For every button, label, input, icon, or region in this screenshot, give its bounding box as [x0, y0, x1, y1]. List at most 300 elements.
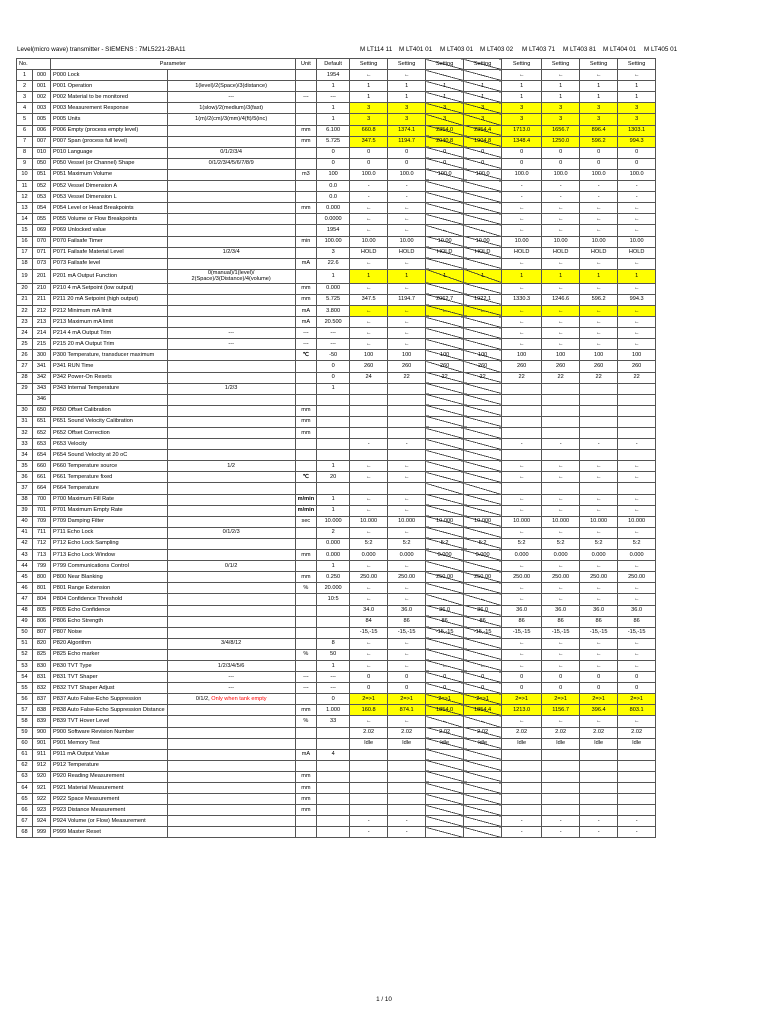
setting-value: [464, 794, 502, 805]
setting-value: [426, 383, 464, 394]
setting-value: [618, 749, 656, 760]
setting-value: ←: [426, 214, 464, 225]
setting-value: [388, 483, 426, 494]
setting-value: [618, 416, 656, 427]
setting-value: 22: [502, 372, 542, 383]
setting-value: 3: [502, 114, 542, 125]
setting-value: 10.00: [464, 236, 502, 247]
setting-value: [350, 805, 388, 816]
parameter-range: [167, 236, 295, 247]
parameter-code: 806: [33, 616, 51, 627]
setting-value: ←: [580, 472, 618, 483]
parameter-code: 001: [33, 81, 51, 92]
setting-value: 3: [618, 114, 656, 125]
parameter-name: P831 TVT Shaper: [51, 672, 168, 683]
setting-value: ←: [618, 305, 656, 316]
parameter-range: 0(manual)/1(level)/ 2(Space)/3(Distance)/4(volume): [167, 269, 295, 283]
setting-value: [388, 428, 426, 439]
row-number: 37: [17, 483, 33, 494]
equipment-id-6: M LT404 01: [603, 46, 637, 53]
row-number: 9: [17, 158, 33, 169]
unit: ---: [295, 339, 316, 350]
setting-value: 10.000: [502, 516, 542, 527]
row-number: 6: [17, 125, 33, 136]
setting-value: 5:2: [580, 538, 618, 549]
row-number: 29: [17, 383, 33, 394]
setting-value: 3: [426, 103, 464, 114]
setting-value: ←: [388, 505, 426, 516]
parameter-range: 0/1/2/3: [167, 527, 295, 538]
parameter-range: ---: [167, 683, 295, 694]
setting-value: [350, 483, 388, 494]
setting-value: ←: [464, 472, 502, 483]
parameter-code: 921: [33, 783, 51, 794]
setting-value: 0: [502, 672, 542, 683]
parameter-name: P924 Volume (or Flow) Measurement: [51, 816, 168, 827]
row-number: 54: [17, 672, 33, 683]
unit: [295, 616, 316, 627]
setting-value: 260: [464, 361, 502, 372]
setting-value: 3: [464, 103, 502, 114]
setting-value: ←: [580, 203, 618, 214]
setting-value: ←: [350, 461, 388, 472]
row-number: 2: [17, 81, 33, 92]
setting-value: 22: [388, 372, 426, 383]
equipment-id-5: M LT403 81: [563, 46, 597, 53]
setting-value: 1: [580, 269, 618, 283]
setting-value: -: [502, 816, 542, 827]
setting-value: 22: [580, 372, 618, 383]
setting-value: 2.02: [426, 727, 464, 738]
parameter-code: 071: [33, 247, 51, 258]
setting-value: 0: [580, 147, 618, 158]
setting-value: [580, 450, 618, 461]
parameter-code: 650: [33, 405, 51, 416]
setting-value: -: [542, 439, 580, 450]
setting-value: 1: [618, 92, 656, 103]
parameter-code: 055: [33, 214, 51, 225]
default-value: 1954: [317, 70, 350, 81]
setting-value: [464, 760, 502, 771]
setting-value: 10.000: [618, 516, 656, 527]
parameter-name: [51, 394, 168, 405]
setting-value: 10.00: [580, 236, 618, 247]
setting-value: ←: [388, 527, 426, 538]
setting-value: [426, 805, 464, 816]
unit: [295, 247, 316, 258]
setting-value: 2.02: [388, 727, 426, 738]
parameter-code: 999: [33, 827, 51, 838]
parameter-name: P052 Vessel Dimension A: [51, 181, 168, 192]
row-number: 26: [17, 350, 33, 361]
parameter-name: P820 Algorithm: [51, 638, 168, 649]
parameter-code: 901: [33, 738, 51, 749]
setting-value: 0: [388, 158, 426, 169]
table-row: [17, 283, 656, 294]
setting-value: 1246.6: [542, 294, 580, 305]
setting-value: [618, 428, 656, 439]
row-number: 25: [17, 339, 33, 350]
setting-value: ←: [464, 258, 502, 269]
table-row: [17, 305, 656, 316]
setting-value: ←: [502, 649, 542, 660]
setting-value: [580, 794, 618, 805]
parameter-name: P071 Failsafe Material Level: [51, 247, 168, 258]
setting-value: 100.0: [542, 169, 580, 180]
setting-value: HOLD: [350, 247, 388, 258]
setting-value: ←: [350, 494, 388, 505]
setting-value: 596.2: [580, 136, 618, 147]
table-row: [17, 225, 656, 236]
setting-value: -: [502, 439, 542, 450]
default-value: [317, 805, 350, 816]
setting-value: [502, 783, 542, 794]
setting-value: ←: [618, 716, 656, 727]
setting-value: ←: [542, 594, 580, 605]
parameter-code: 006: [33, 125, 51, 136]
unit: [295, 372, 316, 383]
header-setting: Setting: [618, 59, 656, 70]
parameter-name: P830 TVT Type: [51, 660, 168, 671]
parameter-name: P653 Velocity: [51, 439, 168, 450]
default-value: [317, 450, 350, 461]
setting-value: -15,-15: [350, 627, 388, 638]
setting-value: ←: [388, 594, 426, 605]
setting-value: 0.000: [426, 550, 464, 561]
parameter-range: 1(slow)/2(medium)/3(fast): [167, 103, 295, 114]
unit: [295, 527, 316, 538]
table-row: [17, 594, 656, 605]
row-number: 56: [17, 694, 33, 705]
setting-value: 1: [426, 269, 464, 283]
setting-value: -: [502, 192, 542, 203]
setting-value: ←: [388, 70, 426, 81]
default-value: [317, 827, 350, 838]
setting-value: 0.000: [618, 550, 656, 561]
row-number: 66: [17, 805, 33, 816]
row-number: 52: [17, 649, 33, 660]
setting-value: 100.0: [464, 169, 502, 180]
setting-value: ←: [580, 660, 618, 671]
parameter-name: P825 Echo marker: [51, 649, 168, 660]
default-value: 1: [317, 383, 350, 394]
setting-value: [542, 394, 580, 405]
parameter-code: 900: [33, 727, 51, 738]
setting-value: 0: [618, 147, 656, 158]
setting-value: ←: [464, 305, 502, 316]
parameter-range: [167, 350, 295, 361]
setting-value: [350, 450, 388, 461]
setting-value: ←: [542, 203, 580, 214]
row-number: 67: [17, 816, 33, 827]
setting-value: 86: [426, 616, 464, 627]
setting-value: 250.00: [464, 572, 502, 583]
setting-value: ←: [426, 203, 464, 214]
setting-value: 10.00: [426, 236, 464, 247]
default-value: 3.800: [317, 305, 350, 316]
setting-value: 24: [350, 372, 388, 383]
setting-value: [580, 383, 618, 394]
setting-value: ←: [350, 328, 388, 339]
setting-value: 10.000: [426, 516, 464, 527]
setting-value: ←: [580, 328, 618, 339]
setting-value: ←: [502, 494, 542, 505]
setting-value: [464, 816, 502, 827]
parameter-range: [167, 594, 295, 605]
setting-value: 1713.0: [502, 125, 542, 136]
setting-value: 250.00: [350, 572, 388, 583]
setting-value: ←: [350, 258, 388, 269]
setting-value: -: [350, 816, 388, 827]
parameter-name: P661 Temperature fixed: [51, 472, 168, 483]
setting-value: ←: [502, 339, 542, 350]
setting-value: [464, 439, 502, 450]
parameter-name: P837 Auto False-Echo Suppression: [51, 694, 168, 705]
parameter-range: [167, 305, 295, 316]
default-value: 0.0000: [317, 214, 350, 225]
setting-value: [388, 416, 426, 427]
setting-value: 250.00: [580, 572, 618, 583]
setting-value: ←: [502, 527, 542, 538]
table-row: [17, 538, 656, 549]
setting-value: 2.02: [502, 727, 542, 738]
default-value: [317, 416, 350, 427]
setting-value: 260: [388, 361, 426, 372]
setting-value: [426, 827, 464, 838]
parameter-name: P920 Reading Measurement: [51, 771, 168, 782]
parameter-name: P832 TVT Shaper Adjust: [51, 683, 168, 694]
parameter-name: P923 Distance Measurement: [51, 805, 168, 816]
setting-value: -: [502, 181, 542, 192]
parameter-range: 1/2/3/4: [167, 247, 295, 258]
setting-value: 1: [426, 92, 464, 103]
unit: mm: [295, 203, 316, 214]
setting-value: ←: [618, 317, 656, 328]
setting-value: [426, 749, 464, 760]
setting-value: 10.000: [580, 516, 618, 527]
setting-value: 0: [618, 672, 656, 683]
parameter-name: P069 Unlocked value: [51, 225, 168, 236]
setting-value: 0: [426, 158, 464, 169]
setting-value: [618, 771, 656, 782]
setting-value: ←: [502, 328, 542, 339]
setting-value: 0.000: [580, 550, 618, 561]
parameter-name: P701 Maximum Empty Rate: [51, 505, 168, 516]
range-text: 0/1/2,: [195, 695, 212, 702]
setting-value: ←: [426, 258, 464, 269]
setting-value: 2062.7: [426, 294, 464, 305]
setting-value: ←: [464, 649, 502, 660]
default-value: 1: [317, 461, 350, 472]
setting-value: ←: [426, 317, 464, 328]
setting-value: 3: [502, 103, 542, 114]
setting-value: ←: [502, 561, 542, 572]
unit: [295, 660, 316, 671]
setting-value: 100: [464, 350, 502, 361]
table-row: [17, 716, 656, 727]
setting-value: ←: [388, 461, 426, 472]
parameter-code: 069: [33, 225, 51, 236]
setting-value: HOLD: [426, 247, 464, 258]
setting-value: [542, 771, 580, 782]
setting-value: [580, 483, 618, 494]
setting-value: 260: [618, 361, 656, 372]
setting-value: -: [618, 181, 656, 192]
setting-value: 0: [388, 683, 426, 694]
setting-value: 3: [580, 103, 618, 114]
setting-value: 0: [580, 158, 618, 169]
setting-value: -: [542, 192, 580, 203]
setting-value: 22: [618, 372, 656, 383]
setting-value: ←: [618, 258, 656, 269]
row-number: 42: [17, 538, 33, 549]
setting-value: 896.4: [580, 125, 618, 136]
parameter-name: P901 Memory Test: [51, 738, 168, 749]
setting-value: 100: [580, 350, 618, 361]
parameter-range: [167, 405, 295, 416]
parameter-name: P010 Language: [51, 147, 168, 158]
setting-value: ←: [388, 716, 426, 727]
setting-value: 1: [464, 269, 502, 283]
row-number: 47: [17, 594, 33, 605]
setting-value: 1: [426, 81, 464, 92]
unit: [295, 214, 316, 225]
setting-value: [542, 383, 580, 394]
setting-value: -: [542, 827, 580, 838]
setting-value: -15,-15: [426, 627, 464, 638]
setting-value: 1: [542, 92, 580, 103]
parameter-range: [167, 136, 295, 147]
setting-value: 1303.1: [618, 125, 656, 136]
setting-value: ←: [502, 317, 542, 328]
setting-value: ←: [580, 214, 618, 225]
unit: [295, 827, 316, 838]
parameter-code: 807: [33, 627, 51, 638]
table-row: [17, 214, 656, 225]
unit: [295, 192, 316, 203]
default-value: 1: [317, 505, 350, 516]
setting-value: ←: [580, 339, 618, 350]
row-number: 23: [17, 317, 33, 328]
setting-value: 3: [388, 114, 426, 125]
row-number: 34: [17, 450, 33, 461]
row-number: 3: [17, 92, 33, 103]
setting-value: ←: [542, 649, 580, 660]
setting-value: -: [618, 439, 656, 450]
setting-value: 0: [350, 158, 388, 169]
setting-value: 10.00: [618, 236, 656, 247]
default-value: 0: [317, 372, 350, 383]
parameter-code: 712: [33, 538, 51, 549]
setting-value: [542, 783, 580, 794]
parameter-range: 0/1/2/3/4/5/6/7/8/9: [167, 158, 295, 169]
unit: mA: [295, 749, 316, 760]
parameter-range: [167, 827, 295, 838]
setting-value: 396.4: [580, 705, 618, 716]
default-value: [317, 616, 350, 627]
setting-value: [618, 783, 656, 794]
parameter-range: [167, 771, 295, 782]
unit: [295, 727, 316, 738]
default-value: 0.000: [317, 538, 350, 549]
setting-value: [464, 405, 502, 416]
setting-value: 0.000: [350, 550, 388, 561]
setting-value: [618, 760, 656, 771]
table-row: [17, 494, 656, 505]
setting-value: 100: [350, 350, 388, 361]
setting-value: ←: [542, 328, 580, 339]
setting-value: 660.8: [350, 125, 388, 136]
parameter-code: 300: [33, 350, 51, 361]
setting-value: ←: [618, 328, 656, 339]
parameter-code: 924: [33, 816, 51, 827]
parameter-name: P070 Failsafe Timer: [51, 236, 168, 247]
setting-value: 1854.4: [464, 705, 502, 716]
parameter-name: P050 Vessel (or Channel) Shape: [51, 158, 168, 169]
setting-value: [542, 416, 580, 427]
parameter-range: [167, 749, 295, 760]
setting-value: -: [388, 181, 426, 192]
setting-value: ←: [388, 339, 426, 350]
unit: [295, 760, 316, 771]
parameter-code: 070: [33, 236, 51, 247]
setting-value: [502, 771, 542, 782]
default-value: 0.000: [317, 203, 350, 214]
setting-value: ←: [350, 638, 388, 649]
table-row: [17, 505, 656, 516]
setting-value: 874.1: [388, 705, 426, 716]
setting-value: 3: [618, 103, 656, 114]
setting-value: 10.000: [542, 516, 580, 527]
unit: %: [295, 649, 316, 660]
parameter-name: P005 Units: [51, 114, 168, 125]
setting-value: 0: [618, 158, 656, 169]
unit: [295, 383, 316, 394]
setting-value: 10.000: [350, 516, 388, 527]
parameter-code: 653: [33, 439, 51, 450]
setting-value: ←: [464, 716, 502, 727]
setting-value: ←: [542, 505, 580, 516]
table-row: [17, 816, 656, 827]
setting-value: ←: [464, 505, 502, 516]
default-value: [317, 783, 350, 794]
default-value: 0: [317, 147, 350, 158]
setting-value: [618, 383, 656, 394]
setting-value: ←: [542, 317, 580, 328]
parameter-code: 341: [33, 361, 51, 372]
setting-value: [426, 428, 464, 439]
row-number: 53: [17, 660, 33, 671]
setting-value: [618, 805, 656, 816]
parameter-code: 053: [33, 192, 51, 203]
setting-value: [464, 192, 502, 203]
setting-value: ←: [426, 716, 464, 727]
setting-value: 1854.0: [426, 705, 464, 716]
setting-value: HOLD: [388, 247, 426, 258]
setting-value: ←: [350, 649, 388, 660]
table-row: [17, 649, 656, 660]
parameter-name: P651 Sound Velocity Calibration: [51, 416, 168, 427]
unit: mm: [295, 794, 316, 805]
setting-value: -: [350, 827, 388, 838]
row-number: 62: [17, 760, 33, 771]
parameter-code: 652: [33, 428, 51, 439]
parameter-range: [167, 760, 295, 771]
setting-value: ←: [542, 283, 580, 294]
setting-value: 22: [542, 372, 580, 383]
parameter-name: P800 Near Blanking: [51, 572, 168, 583]
header-unit: Unit: [295, 59, 316, 70]
